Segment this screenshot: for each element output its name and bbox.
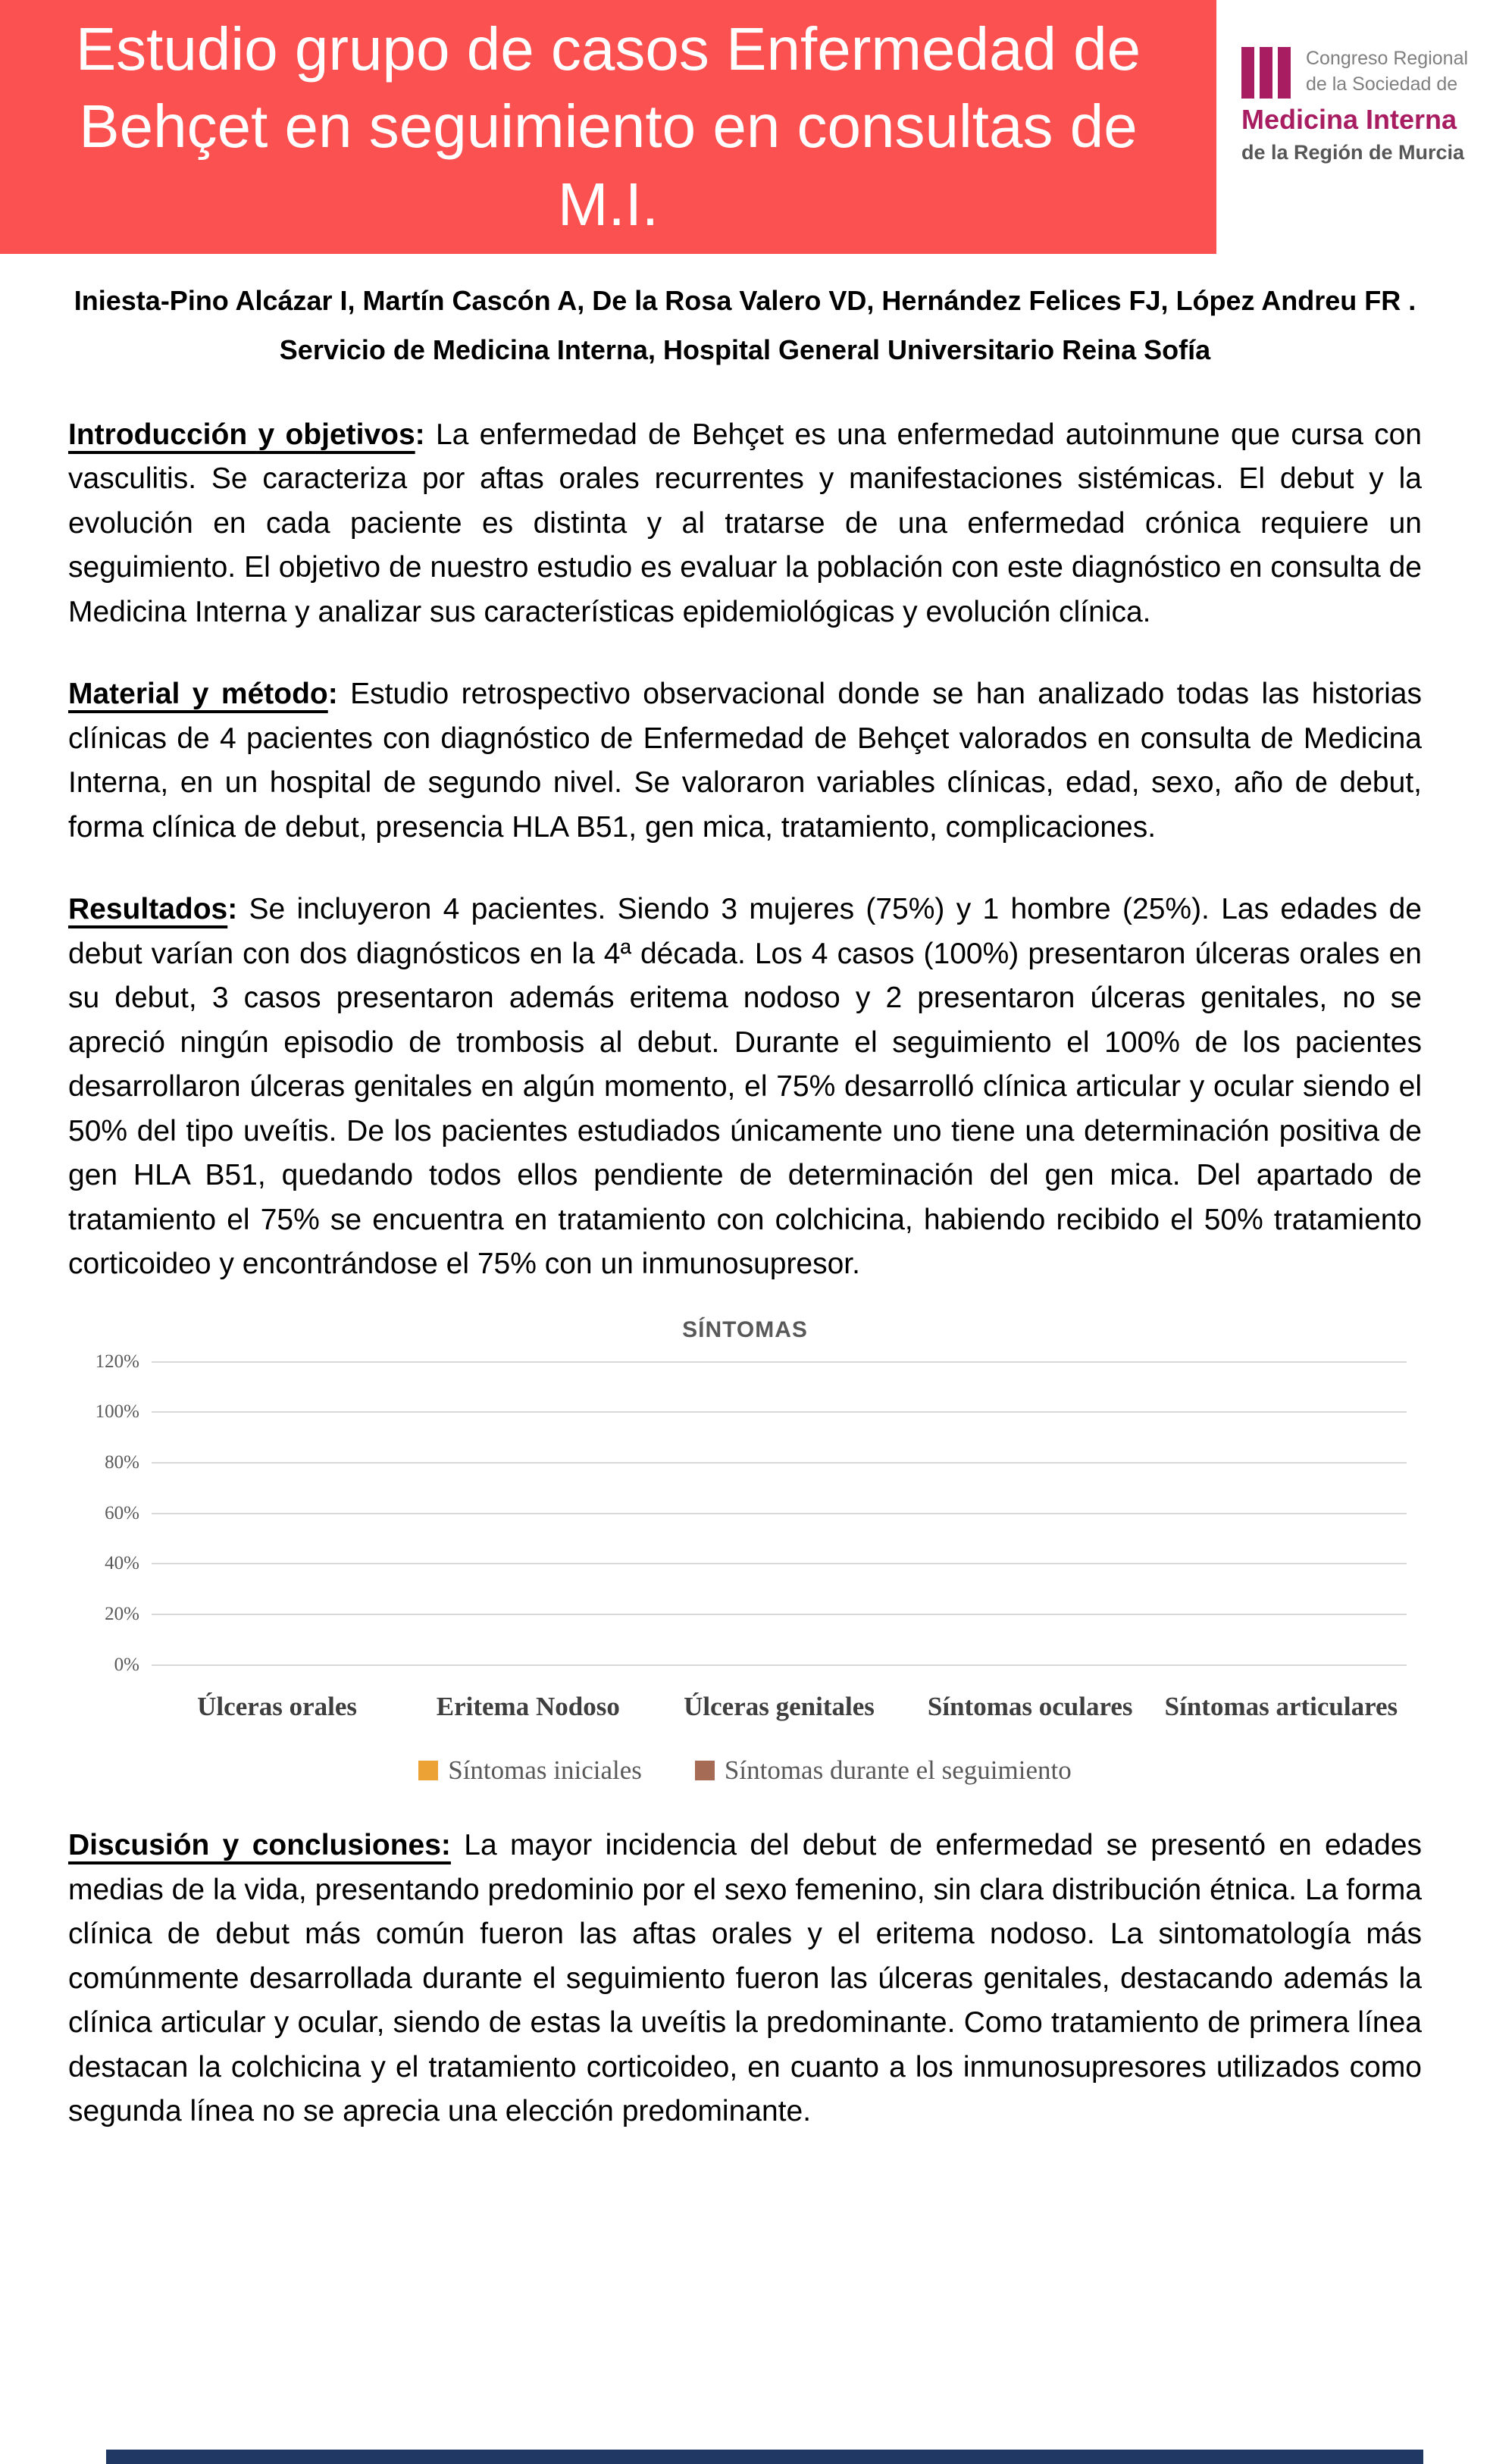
- y-tick-label: 80%: [105, 1451, 139, 1473]
- affiliation: Servicio de Medicina Interna, Hospital General Universitario Reina Sofía: [279, 333, 1211, 365]
- section-body: La enfermedad de Behçet es una enfermedad autoinmune que cursa con vasculitis. Se caracteriza por aftas orales recurrentes y manifestaciones sistémicas. El debut y la evolución en cada paciente es distinta y al tratarse de una enfermedad crónica requiere un seguimiento. El objetivo de nuestro estudio es evaluar la población con este diagnóstico en consulta de Medicina Interna y analizar sus características epidemiológicas y evolución clínica.: [68, 418, 1422, 628]
- gridline: [152, 1563, 1407, 1564]
- category-label: Síntomas oculares: [927, 1691, 1133, 1721]
- section-heading: Resultados: [68, 893, 228, 926]
- category-label: Eritema Nodoso: [436, 1691, 620, 1721]
- section-discusion: [68, 1824, 1422, 2134]
- y-tick-label: 0%: [114, 1654, 139, 1675]
- heading-separator: :: [327, 678, 351, 711]
- symptoms-chart: [45, 1317, 1445, 1786]
- logo-line-2: de la Sociedad de: [1306, 74, 1458, 95]
- y-tick-label: 100%: [95, 1401, 139, 1423]
- gridline: [152, 1411, 1407, 1413]
- legend-item: [418, 1755, 642, 1786]
- legend-label: Síntomas durante el seguimiento: [724, 1755, 1072, 1786]
- section-heading: Discusión y conclusiones:: [68, 1829, 451, 1862]
- logo-line-1: Congreso Regional: [1306, 48, 1469, 69]
- section-heading: Material y método: [68, 678, 328, 711]
- category-label: Úlceras genitales: [684, 1691, 875, 1721]
- authors: Iniesta-Pino Alcázar I, Martín Cascón A, De la Rosa Valero VD, Hernández Felices FJ, López Andreu FR .: [74, 285, 1416, 316]
- heading-separator: :: [415, 418, 436, 451]
- congress-logo: [1241, 45, 1478, 165]
- title-banner: [0, 0, 1216, 254]
- logo-top: [1241, 45, 1478, 99]
- logo-region: de la Región de Murcia: [1241, 141, 1465, 164]
- gridline: [152, 1614, 1407, 1615]
- section-material: [68, 672, 1422, 850]
- section-resultados: [68, 888, 1422, 1287]
- gridline: [152, 1513, 1407, 1514]
- logo-lines: [1306, 45, 1468, 95]
- legend-label: Síntomas iniciales: [448, 1755, 642, 1786]
- legend-swatch: [695, 1761, 715, 1780]
- category-label: Úlceras orales: [197, 1691, 358, 1721]
- section-body: Se incluyeron 4 pacientes. Siendo 3 mujeres (75%) y 1 hombre (25%). Las edades de debut varían con dos diagnósticos en la 4ª década. Los 4 casos (100%) presentaron úlceras orales en su debut, 3 casos presentaron además eritema nodoso y 2 presentaron úlceras genitales, no se apreció ningún episodio de trombosis al debut. Durante el seguimiento el 100% de los pacientes desarrollaron úlceras genitales en algún momento, el 75% desarrolló clínica articular y ocular siendo el 50% del tipo uveítis. De los pacientes estudiados únicamente uno tiene una determinación positiva de gen HLA B51, quedando todos ellos pendiente de determinación del gen mica. Del apartado de tratamiento el 75% se encuentra en tratamiento con colchicina, habiendo recibido el 50% tratamiento corticoideo y encontrándose el 75% con un inmunosupresor.: [68, 893, 1422, 1281]
- section-body: Estudio retrospectivo observacional donde se han analizado todas las historias clínicas de 4 pacientes con diagnóstico de Enfermedad de Behçet valorados en consulta de Medicina Interna, en un hospital de segundo nivel. Se valoraron variables clínicas, edad, sexo, año de debut, forma clínica de debut, presencia HLA B51, gen mica, tratamiento, complicaciones.: [68, 678, 1422, 844]
- heading-separator: [451, 1829, 464, 1861]
- heading-separator: :: [227, 893, 249, 926]
- gridline: [152, 1664, 1407, 1666]
- gridline: [152, 1462, 1407, 1464]
- chart-category-axis: [152, 1689, 1407, 1724]
- gridline: [152, 1361, 1407, 1363]
- footer-bar: [106, 2450, 1423, 2464]
- section-introduccion: [68, 413, 1422, 635]
- chart-legend: [45, 1755, 1445, 1786]
- section-body: La mayor incidencia del debut de enfermedad se presentó en edades medias de la vida, presentando predominio por el sexo femenino, sin clara distribución étnica. La forma clínica de debut más común fueron las aftas orales y el eritema nodoso. La sintomatología más comúnmente desarrollada durante el seguimiento fueron las úlceras genitales, destacando además la clínica articular y ocular, siendo de estas la uveítis la predominante. Como tratamiento de primera línea destacan la colchicina y el tratamiento corticoideo, en cuanto a los inmunosupresores utilizados como segunda línea no se aprecia una elección predominante.: [68, 1829, 1423, 2128]
- section-heading: Introducción y objetivos: [68, 418, 415, 451]
- category-label: Síntomas articulares: [1164, 1691, 1398, 1721]
- y-tick-label: 40%: [105, 1553, 139, 1574]
- y-tick-label: 120%: [95, 1351, 139, 1372]
- header: [0, 0, 1490, 254]
- y-tick-label: 20%: [105, 1603, 139, 1624]
- y-tick-label: 60%: [105, 1502, 139, 1523]
- chart-plot: [95, 1351, 1407, 1675]
- three-bars-icon: [1241, 45, 1291, 99]
- logo-society-name: Medicina Interna: [1241, 104, 1457, 135]
- chart-title: SÍNTOMAS: [682, 1317, 808, 1342]
- poster-title: Estudio grupo de casos Enfermedad de Behçet en seguimiento en consultas de M.I.: [75, 14, 1141, 238]
- authors-block: [53, 277, 1437, 375]
- legend-swatch: [418, 1761, 438, 1780]
- legend-item: [695, 1755, 1072, 1786]
